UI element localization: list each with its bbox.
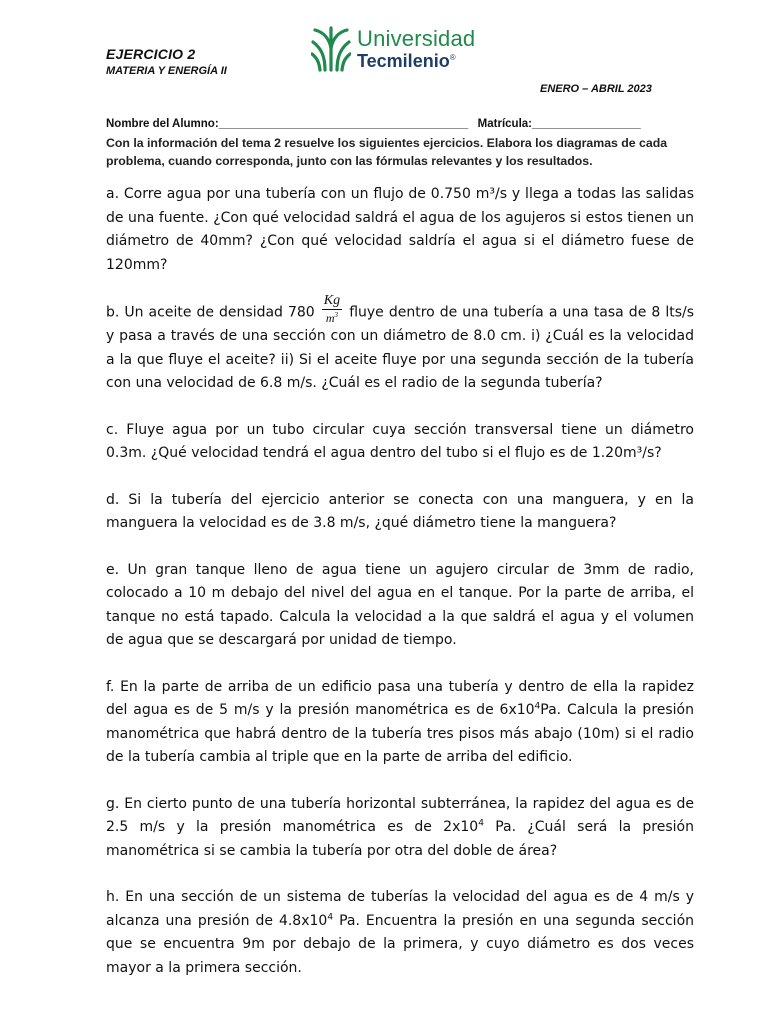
problem-h — [106, 886, 694, 980]
academic-period: ENERO – ABRIL 2023 — [540, 83, 652, 95]
problem-f-exponent: 4 — [534, 701, 541, 712]
problem-b — [106, 293, 694, 396]
problem-e: e. Un gran tanque lleno de agua tiene un agujero circular de 3mm de radio, colocado a 10 m debajo del nivel del agua en el tanque. Por la parte de arriba, el tanque no está tapado. Calcula la velocidad a la que saldrá el agua y el volumen de agua que se descargará por unidad de tiempo. — [106, 561, 694, 648]
problem-c: c. Fluye agua por un tubo circular cuya sección transversal tiene un diámetro 0.3m. ¿Qué velocidad tendrá el agua dentro del tubo si el flujo es de 1.20m³/s? — [106, 421, 694, 461]
fraction-denominator: m — [325, 311, 335, 325]
problem-g-text-end: Pa. ¿Cuál será la presión manométrica si se cambia la tubería por otra del doble de área? — [106, 819, 694, 859]
problem-f-text-end: Pa. Calcula la presión manométrica que habrá dentro de la tubería tres pisos más abajo (10m) si el radio de la tubería cambia al triple que en la parte de arriba del edificio. — [106, 702, 695, 765]
student-info-line: Nombre del Alumno:_______________________________________ Matrícula:_________________ — [106, 118, 641, 130]
problem-g-exponent: 4 — [478, 818, 484, 829]
problem-list — [106, 183, 694, 1003]
tecmilenio-logo-icon — [311, 26, 351, 72]
fraction-denominator-exponent: 3 — [334, 311, 339, 319]
problem-h-exponent: 4 — [327, 911, 334, 922]
logo-name: Tecmilenio — [357, 51, 450, 71]
instructions: Con la información del tema 2 resuelve los siguientes ejercicios. Elabora los diagramas de cada problema, cuando corresponda, junto con las fórmulas relevantes y los resultados. — [106, 136, 668, 168]
problem-h-text-start: h. En una sección de un sistema de tuberías la velocidad del agua es de 4 m/s y alcanza una presión de 4.8x10 — [106, 889, 694, 929]
problem-b-text-end: fluye dentro de una tubería a una tasa de 8 lts/s y pasa a través de una sección con un diámetro de 8.0 cm. i) ¿Cuál es la velocidad a la que fluye el aceite? ii) Si el aceite fluye por una segunda sección de la tubería con una velocidad de 6.8 m/s. ¿Cuál es el radio de la segunda tubería? — [106, 304, 694, 391]
problem-b-text-start: b. Un aceite de densidad 780 — [106, 304, 315, 321]
problem-d: d. Si la tubería del ejercicio anterior se conecta con una manguera, y en la manguera la velocidad es de 3.8 m/s, ¿qué diámetro tiene la manguera? — [106, 491, 694, 531]
logo-university-word: Universidad — [357, 26, 476, 51]
problem-a: a. Corre agua por una tubería con un flujo de 0.750 m³/s y llega a todas las salidas de una fuente. ¿Con qué velocidad saldrá el agua de los agujeros si estos tienen un diámetro de 40mm? ¿Con qué velocidad saldría el agua si el diámetro fuese de 120mm? — [106, 186, 694, 273]
problem-f-text-start: f. En la parte de arriba de un edificio pasa una tubería y dentro de ella la rapidez del agua es de 5 m/s y la presión manométrica es de 6x10 — [106, 678, 694, 718]
density-unit-fraction — [322, 294, 342, 325]
university-logo — [311, 26, 475, 72]
document-header-left — [106, 46, 227, 77]
problem-f — [106, 676, 694, 770]
course-name: MATERIA Y ENERGÍA II — [106, 65, 227, 77]
problem-g — [106, 793, 694, 864]
fraction-numerator: Kg — [323, 293, 341, 308]
problem-g-text-start: g. En cierto punto de una tubería horizontal subterránea, la rapidez del agua es de 2.5 m/s y la presión manométrica es de 2x10 — [106, 795, 694, 835]
problem-h-text-end: Pa. Encuentra la presión en una segunda sección que se encuentra 9m por debajo de la primera, y cuyo diámetro es dos veces mayor a la primera sección. — [106, 912, 695, 976]
logo-registered-mark: ® — [449, 53, 456, 62]
exercise-title: EJERCICIO 2 — [106, 46, 196, 62]
